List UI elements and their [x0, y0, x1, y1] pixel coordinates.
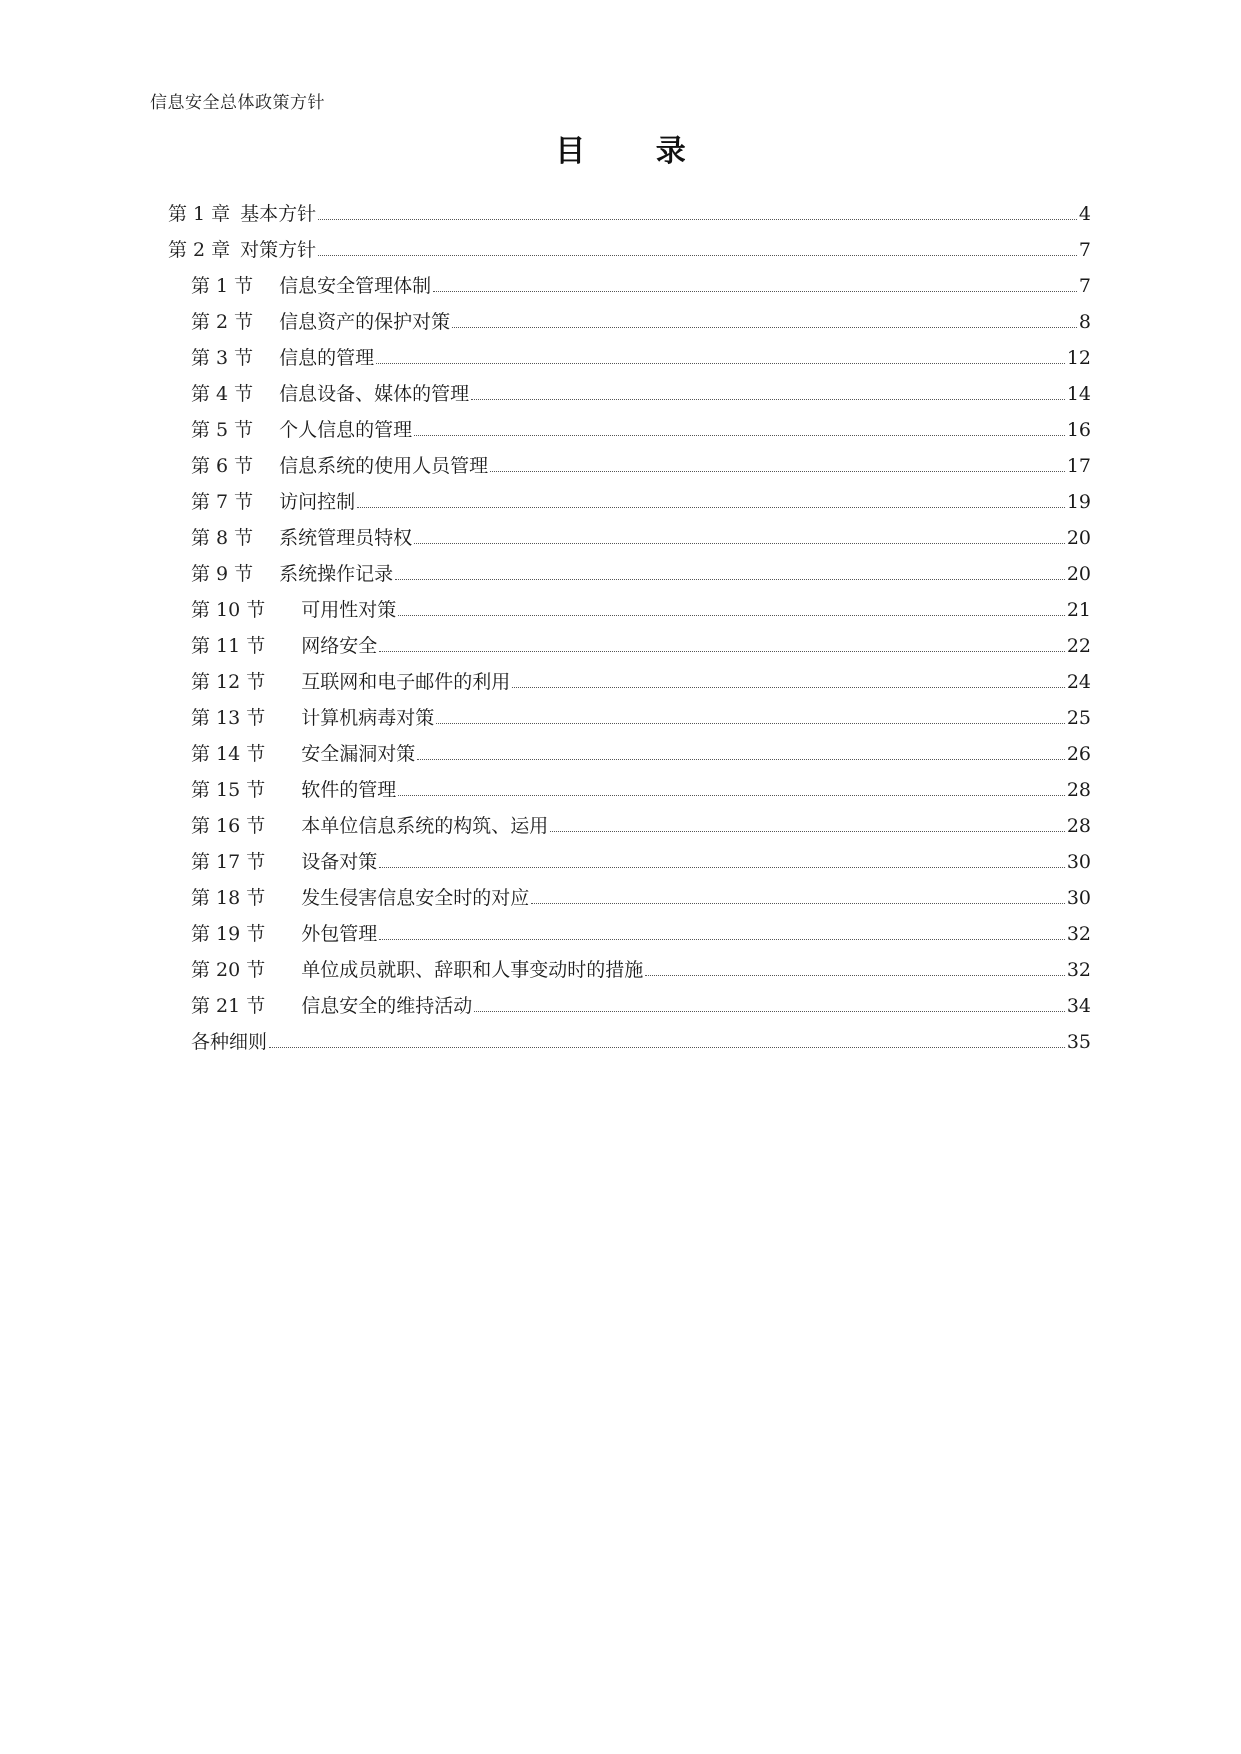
toc-entry-label: 第 2 章 — [168, 239, 231, 261]
toc-entry-page-number: 28 — [1066, 815, 1091, 837]
toc-entry-page-number: 30 — [1066, 851, 1091, 873]
toc-entry-label: 第 1 节 — [191, 275, 254, 297]
toc-entry-label: 第 10 节 — [191, 599, 266, 621]
toc-entry[interactable] — [0, 630, 1241, 662]
toc-entry-page-number: 28 — [1066, 779, 1091, 801]
toc-entry-page-number: 12 — [1066, 347, 1091, 369]
toc-entry-label: 第 16 节 — [191, 815, 266, 837]
toc-entry[interactable] — [0, 594, 1241, 626]
toc-entry[interactable] — [0, 738, 1241, 770]
toc-entry-title: 本单位信息系统的构筑、运用 — [301, 815, 549, 837]
toc-leader-dots — [452, 326, 1077, 328]
toc-entry-title: 网络安全 — [301, 635, 378, 657]
toc-entry-label: 第 9 节 — [191, 563, 254, 585]
toc-entry[interactable] — [0, 270, 1241, 302]
toc-entry[interactable] — [0, 846, 1241, 878]
toc-entry-title: 对策方针 — [240, 239, 317, 261]
toc-entry-page-number: 30 — [1066, 887, 1091, 909]
toc-entry[interactable] — [0, 666, 1241, 698]
toc-entry-label: 第 14 节 — [191, 743, 266, 765]
toc-entry-page-number: 17 — [1066, 455, 1091, 477]
toc-entry-page-number: 20 — [1066, 563, 1091, 585]
toc-leader-dots — [414, 434, 1065, 436]
toc-entry-page-number: 20 — [1066, 527, 1091, 549]
toc-entry-label: 第 8 节 — [191, 527, 254, 549]
toc-leader-dots — [376, 362, 1065, 364]
toc-entry-label: 第 5 节 — [191, 419, 254, 441]
toc-entry-title: 单位成员就职、辞职和人事变动时的措施 — [301, 959, 644, 981]
toc-entry-title: 外包管理 — [301, 923, 378, 945]
toc-entry[interactable] — [0, 990, 1241, 1022]
toc-entry-label: 第 13 节 — [191, 707, 266, 729]
toc-entry-page-number: 32 — [1066, 959, 1091, 981]
toc-entry-title: 系统管理员特权 — [279, 527, 413, 549]
toc-leader-dots — [414, 542, 1065, 544]
toc-entry-title: 互联网和电子邮件的利用 — [301, 671, 511, 693]
toc-entry-label: 第 11 节 — [191, 635, 266, 657]
toc-entry-page-number: 24 — [1066, 671, 1091, 693]
toc-leader-dots — [398, 614, 1065, 616]
toc-leader-dots — [379, 866, 1065, 868]
toc-entry[interactable] — [0, 1026, 1241, 1058]
toc-entry-page-number: 34 — [1066, 995, 1091, 1017]
toc-entry[interactable] — [0, 774, 1241, 806]
toc-entry-title: 各种细则 — [191, 1031, 268, 1053]
toc-entry-page-number: 26 — [1066, 743, 1091, 765]
toc-entry-title: 系统操作记录 — [279, 563, 394, 585]
toc-entry[interactable] — [0, 810, 1241, 842]
toc-entry-label: 第 20 节 — [191, 959, 266, 981]
toc-entry[interactable] — [0, 306, 1241, 338]
toc-leader-dots — [436, 722, 1065, 724]
toc-entry-title: 计算机病毒对策 — [301, 707, 435, 729]
toc-leader-dots — [474, 1010, 1065, 1012]
toc-entry-title: 信息设备、媒体的管理 — [279, 383, 470, 405]
toc-entry-page-number: 25 — [1066, 707, 1091, 729]
toc-leader-dots — [398, 794, 1065, 796]
toc-entry-label: 第 1 章 — [168, 203, 231, 225]
toc-entry-page-number: 8 — [1078, 311, 1091, 333]
toc-entry[interactable] — [0, 522, 1241, 554]
toc-entry[interactable] — [0, 918, 1241, 950]
toc-leader-dots — [395, 578, 1065, 580]
toc-entry-page-number: 21 — [1066, 599, 1091, 621]
toc-leader-dots — [550, 830, 1065, 832]
toc-entry-label: 第 6 节 — [191, 455, 254, 477]
toc-entry-page-number: 22 — [1066, 635, 1091, 657]
toc-entry-page-number: 35 — [1066, 1031, 1091, 1053]
toc-entry-label: 第 17 节 — [191, 851, 266, 873]
running-header: 信息安全总体政策方针 — [150, 93, 325, 113]
toc-entry-label: 第 21 节 — [191, 995, 266, 1017]
toc-entry-page-number: 4 — [1078, 203, 1091, 225]
toc-leader-dots — [269, 1046, 1065, 1048]
toc-entry-page-number: 14 — [1066, 383, 1091, 405]
toc-entry-title: 信息安全管理体制 — [279, 275, 432, 297]
toc-entry-title: 发生侵害信息安全时的对应 — [301, 887, 530, 909]
toc-entry-title: 信息安全的维持活动 — [301, 995, 473, 1017]
toc-entry-label: 第 7 节 — [191, 491, 254, 513]
toc-leader-dots — [512, 686, 1065, 688]
toc-entry-label: 第 18 节 — [191, 887, 266, 909]
toc-entry[interactable] — [0, 450, 1241, 482]
toc-entry[interactable] — [0, 486, 1241, 518]
toc-entry-title: 访问控制 — [279, 491, 356, 513]
toc-entry-page-number: 16 — [1066, 419, 1091, 441]
toc-entry-label: 第 12 节 — [191, 671, 266, 693]
toc-entry[interactable] — [0, 414, 1241, 446]
toc-entry-label: 第 2 节 — [191, 311, 254, 333]
toc-entry-page-number: 32 — [1066, 923, 1091, 945]
toc-entry-title: 安全漏洞对策 — [301, 743, 416, 765]
toc-leader-dots — [645, 974, 1065, 976]
toc-entry-title: 个人信息的管理 — [279, 419, 413, 441]
toc-leader-dots — [379, 650, 1065, 652]
toc-leader-dots — [490, 470, 1065, 472]
toc-entry[interactable] — [0, 378, 1241, 410]
toc-entry-page-number: 7 — [1078, 239, 1091, 261]
toc-entry-title: 设备对策 — [301, 851, 378, 873]
toc-entry[interactable] — [0, 702, 1241, 734]
toc-leader-dots — [433, 290, 1077, 292]
toc-entry[interactable] — [0, 342, 1241, 374]
toc-entry-label: 第 15 节 — [191, 779, 266, 801]
toc-entry-label: 第 4 节 — [191, 383, 254, 405]
toc-entry-label: 第 3 节 — [191, 347, 254, 369]
toc-entry-title: 信息资产的保护对策 — [279, 311, 451, 333]
toc-entry[interactable] — [0, 882, 1241, 914]
toc-entry[interactable] — [0, 954, 1241, 986]
toc-entry-title: 信息系统的使用人员管理 — [279, 455, 489, 477]
toc-entry-label: 第 19 节 — [191, 923, 266, 945]
toc-leader-dots — [531, 902, 1065, 904]
toc-entry-title: 可用性对策 — [301, 599, 397, 621]
toc-leader-dots — [318, 254, 1077, 256]
toc-entry[interactable] — [0, 558, 1241, 590]
toc-entry-page-number: 19 — [1066, 491, 1091, 513]
toc-entry-page-number: 7 — [1078, 275, 1091, 297]
toc-entry[interactable] — [0, 198, 1241, 230]
toc-leader-dots — [357, 506, 1065, 508]
toc-title: 目 录 — [555, 134, 716, 169]
toc-leader-dots — [471, 398, 1065, 400]
toc-entry-title: 软件的管理 — [301, 779, 397, 801]
toc-entry-title: 信息的管理 — [279, 347, 375, 369]
toc-leader-dots — [417, 758, 1065, 760]
toc-leader-dots — [379, 938, 1065, 940]
toc-entry[interactable] — [0, 234, 1241, 266]
toc-leader-dots — [318, 218, 1077, 220]
toc-entry-title: 基本方针 — [240, 203, 317, 225]
